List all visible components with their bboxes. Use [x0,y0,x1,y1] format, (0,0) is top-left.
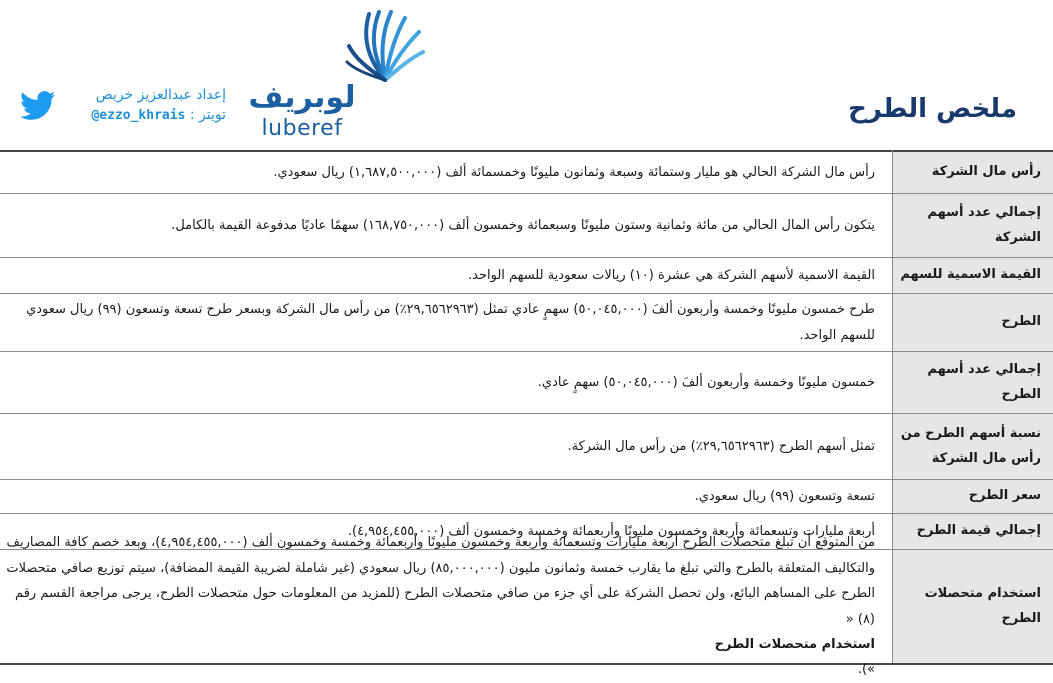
row-label: إجمالي قيمة الطرح [893,514,1053,549]
table-row [0,294,1053,352]
table-row [0,152,1053,194]
logo-arabic-name: لوبريف [248,80,356,115]
table-row [0,414,1053,480]
page-header [0,0,1053,148]
page-title: ملخص الطرح [848,94,1017,124]
row-value: يتكون رأس المال الحالي من مائة وثمانية وستون مليونًا وسبعمائة وخمسون ألف (١٦٨,٧٥٠,٠٠٠) سهمًا عاديًا مدفوعة القيمة بالكامل. [171,217,875,233]
row-label: نسبة أسهم الطرح من رأس مال الشركة [893,414,1053,479]
credit-author: إعداد عبدالعزيز خريص [95,87,226,103]
logo-english-name: luberef [261,116,343,141]
row-label: الطرح [893,294,1053,351]
twitter-handle-link[interactable]: @ezzo_khrais [91,108,186,123]
section-reference: استخدام متحصلات الطرح [714,636,875,652]
row-value: تمثل أسهم الطرح (٢٩,٦٥٦٢٩٦٣٪) من رأس مال الشركة. [567,438,875,454]
table-row [0,535,1053,678]
row-label: سعر الطرح [893,480,1053,513]
credit-prefix: تويتر : [189,107,226,123]
offering-summary-table [0,150,1053,678]
row-label: إجمالي عدد أسهم الشركة [893,194,1053,257]
row-label: إجمالي عدد أسهم الطرح [893,352,1053,413]
table-row [0,480,1053,514]
table-row [0,194,1053,258]
row-value: القيمة الاسمية لأسهم الشركة هي عشرة (١٠) ريالات سعودية للسهم الواحد. [468,267,875,283]
twitter-bird-icon [20,90,56,122]
row-value: طرح خمسون مليونًا وخمسة وأربعون ألفَ (٥٠,٠٤٥,٠٠٠) سهمٍ عادي تمثل (٢٩,٦٥٦٢٩٦٣٪) من رأس مال الشركة وبسعر طرح تسعة وتسعون (٩٩) ريال سعودي للسهم الواحد. [26,302,875,343]
author-credit [66,87,226,123]
row-value: تسعة وتسعون (٩٩) ريال سعودي. [694,488,875,504]
row-value: من المتوقع أن تبلغ متحصلات الطرح أربعة مليارات وتسعمائة وأربعة وخمسون مليونًا وأربعمائة وخمسة وخمسون ألف (٤,٩٥٤,٤٥٥,٠٠٠)، وبعد خصم كافة المصاريف والتكاليف المتعلقة بالطرح والتي تبلغ ما يقارب خمسة وثمانون مليون (٨٥,٠٠٠,٠٠٠) ريال سعودي (غير شاملة لضريبة القيمة المضافة)، سيتم توزيع صافي متحصلات الطرح على المساهم البائع، ولن تحصل الشركة على أي جزء من صافي متحصلات الطرح (للمزيد من المعلومات حول متحصلات الطرح، يرجى مراجعة القسم رقم (٨) « استخدام متحصلات الطرح »). [6,535,875,678]
column-divider [892,150,893,663]
row-label: استخدام متحصلات الطرح [893,550,1053,663]
credit-twitter [66,107,226,123]
row-value: أربعة مليارات وتسعمائة وأربعة وخمسون مليونًا وأربعمائة وخمسة وخمسون ألف (٤,٩٥٤,٤٥٥,٠٠٠). [347,523,875,539]
luberef-logo-icon [345,6,425,90]
row-label: رأس مال الشركة [893,152,1053,193]
table-row [0,258,1053,294]
row-value: رأس مال الشركة الحالي هو مليار وستمائة وسبعة وثمانون مليونًا وخمسمائة ألف (١,٦٨٧,٥٠٠,٠٠٠) ريال سعودي. [273,164,875,180]
table-row [0,352,1053,414]
row-value: خمسون مليونًا وخمسة وأربعون ألفَ (٥٠,٠٤٥,٠٠٠) سهمٍ عادي. [537,374,875,390]
row-label: القيمة الاسمية للسهم [893,258,1053,293]
